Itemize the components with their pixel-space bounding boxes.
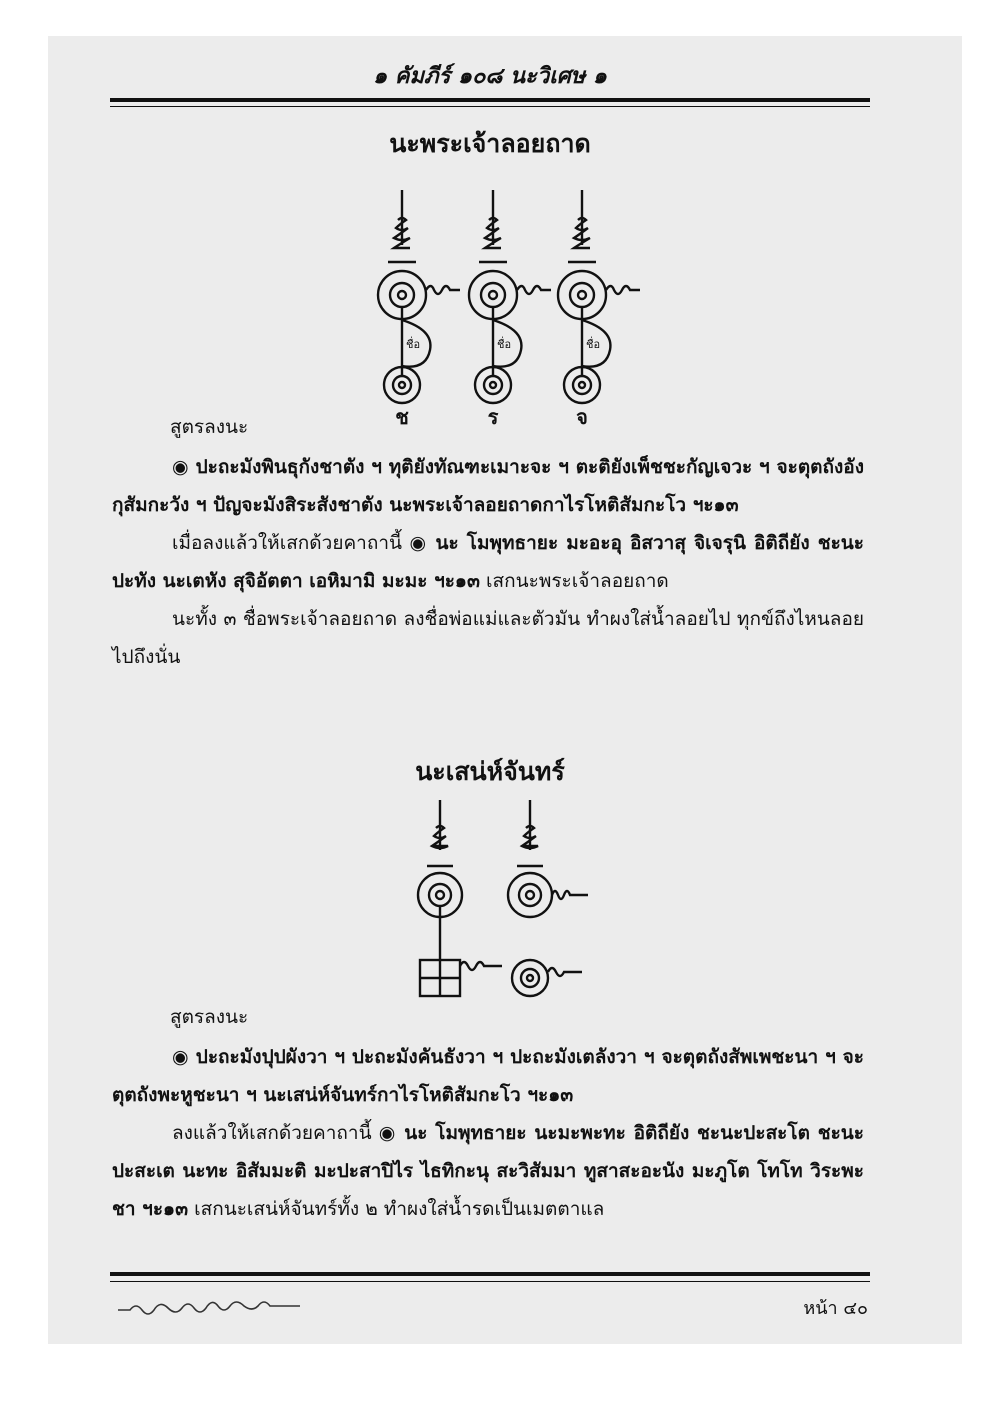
footer-rule-thick xyxy=(110,1272,870,1276)
yantra-figure-three xyxy=(360,190,650,430)
section1-body xyxy=(112,448,864,676)
yantra-name-mark-3: ชื่อ xyxy=(586,338,601,351)
incantation-paragraph-1 xyxy=(112,524,864,600)
incantation-text-2: ◉ นะ โมพุทธายะ นะมะพะทะ อิติถียัง ชะนะปะสะโต ชะนะปะสะเต นะทะ อิสัมมะติ มะปะสาปิไร ไธทิกะนุ สะวิสัมมา ทูสาสะอะนัง มะภูโต โทโท วิระพะชา ฯะ๑๓ xyxy=(112,1122,864,1220)
incantation-tail-2: เสกนะเสน่ห์จันทร์ทั้ง ๒ ทำผงใส่น้ำรดเป็นเมตตาแล xyxy=(188,1198,605,1220)
yantra-bottom-glyph-2: ร xyxy=(487,405,499,429)
yantra-name-mark-1: ชื่อ xyxy=(406,338,421,351)
formula-text-1: ◉ ปะถะมังพินธุกังชาตัง ฯ ทุติยังทัณฑะเมาะจะ ฯ ตะติยังเพ็ชชะกัญเจวะ ฯ จะตุตถังอังกุสัมกะวัง ฯ ปัญจะมังสิระสังชาตัง นะพระเจ้าลอยถาดกาไรโหติสัมกะโว ฯะ๑๓ xyxy=(112,456,864,516)
formula-text-2: ◉ ปะถะมังปุปผังวา ฯ ปะถะมังคันธังวา ฯ ปะถะมังเตลังวา ฯ จะตุตถังสัพเพชะนา ฯ จะตุตถังพะหูชะนา ฯ นะเสน่ห์จันทร์กาไรโหติสัมกะโว ฯะ๑๓ xyxy=(112,1046,864,1106)
incantation-tail-1: เสกนะพระเจ้าลอยถาด xyxy=(480,570,669,592)
header-rule-thick xyxy=(110,98,870,102)
formula-label-1: สูตรลงนะ xyxy=(170,416,249,438)
running-header: ๑ คัมภีร์ ๑๐๘ นะวิเศษ ๑ xyxy=(373,63,607,89)
page-number: หน้า ๔๐ xyxy=(803,1298,868,1319)
handwritten-signature xyxy=(116,1296,346,1320)
yantra-bottom-glyph-1: ช xyxy=(395,405,409,429)
section2-body xyxy=(112,1038,864,1228)
footer-rule-thin xyxy=(110,1281,870,1282)
incantation-paragraph-2 xyxy=(112,1114,864,1228)
header-rule-thin xyxy=(110,106,870,107)
usage-note-1: นะทั้ง ๓ ชื่อพระเจ้าลอยถาด ลงชื่อพ่อแม่และตัวมัน ทำผงใส่น้ำลอยไป ทุกข์ถึงไหนลอยไปถึงนั่น xyxy=(112,608,864,668)
incantation-intro-1: เมื่อลงแล้วให้เสกด้วยคาถานี้ xyxy=(172,532,410,554)
yantra-figure-two xyxy=(400,800,600,1005)
section-title-saneh-chan: นะเสน่ห์จันทร์ xyxy=(415,757,565,786)
yantra-bottom-glyph-3: จ xyxy=(576,405,588,429)
incantation-text-1: ◉ นะ โมพุทธายะ มะอะอุ อิสวาสุ จิเจรุนิ อิติถียัง ชะนะปะทัง นะเตหัง สุจิอัตตา เอหิมามิ มะมะ ฯะ๑๓ xyxy=(112,532,864,592)
section-title-loy-that: นะพระเจ้าลอยถาด xyxy=(389,129,591,158)
incantation-intro-2: ลงแล้วให้เสกด้วยคาถานี้ xyxy=(172,1122,379,1144)
formula-label-2: สูตรลงนะ xyxy=(170,1006,249,1028)
yantra-name-mark-2: ชื่อ xyxy=(497,338,512,351)
